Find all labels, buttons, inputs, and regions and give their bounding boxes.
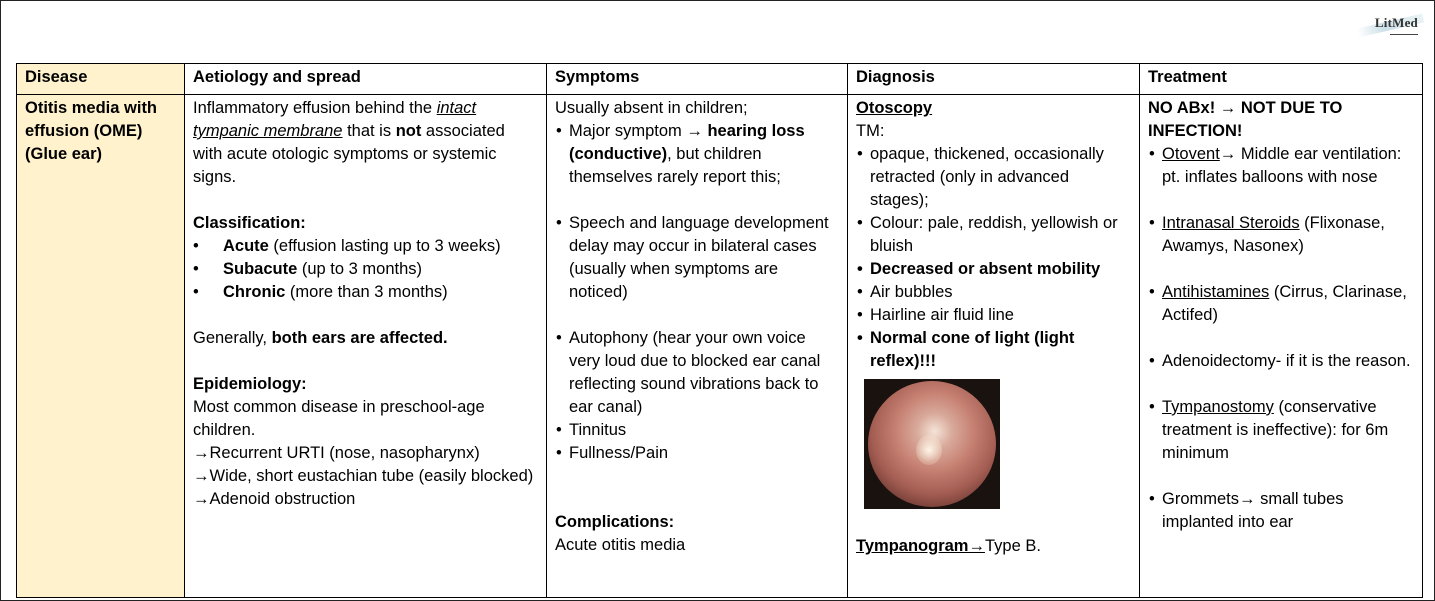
otoscopy-title: Otoscopy xyxy=(856,99,933,117)
classification-desc: (more than 3 months) xyxy=(285,283,448,301)
treatment-item xyxy=(1162,143,1414,189)
treatment-item: • Grommets→ small tubes implanted into ear xyxy=(1162,488,1414,534)
generally-bold: both ears are affected. xyxy=(271,329,448,347)
treatment-list-6 xyxy=(1148,488,1414,534)
symptoms-list-1 xyxy=(555,120,839,189)
complications-text: Acute otitis media xyxy=(555,536,686,554)
treatment-heading: NO ABx! → NOT DUE TO INFECTION! xyxy=(1148,99,1343,140)
treatment-desc: → Middle ear ventilation: pt. inflates balloons with nose xyxy=(1162,145,1402,186)
symptom-text: Major symptom → xyxy=(569,122,708,140)
treatment-item xyxy=(1162,396,1414,465)
complications-title: Complications: xyxy=(555,513,675,531)
epidemiology-text: Most common disease in preschool-age children. xyxy=(193,398,485,439)
treatment-term: Antihistamines xyxy=(1162,283,1270,301)
intro-text-1: Inflammatory effusion behind the xyxy=(193,99,437,117)
cause-item: →Adenoid obstruction xyxy=(193,490,356,508)
treatment-list-1 xyxy=(1148,143,1414,189)
treatment-list-5 xyxy=(1148,396,1414,465)
logo-underline xyxy=(1390,34,1418,35)
treatment-term: Intranasal Steroids xyxy=(1162,214,1300,232)
symptoms-intro: Usually absent in children; xyxy=(555,99,748,117)
treatment-item: • Adenoidectomy- if it is the reason. xyxy=(1162,350,1414,373)
intro-text-3: associated with acute otologic symptoms or systemic signs. xyxy=(193,122,505,186)
diagnosis-item: • Colour: pale, reddish, yellowish or bluish xyxy=(870,212,1131,258)
treatment-term: Otovent xyxy=(1162,145,1220,163)
tympanogram-label: Tympanogram→ xyxy=(856,537,985,555)
symptom-text: , but children themselves rarely report this; xyxy=(569,145,781,186)
intro-not: not xyxy=(395,122,422,140)
treatment-list-2 xyxy=(1148,212,1414,258)
ome-table xyxy=(16,63,1423,598)
logo-text: LitMed xyxy=(1374,15,1418,30)
epidemiology-title: Epidemiology: xyxy=(193,375,307,393)
header-aetiology: Aetiology and spread xyxy=(185,64,547,95)
treatment-desc: (Flixonase, Awamys, Nasonex) xyxy=(1162,214,1385,255)
diagnosis-item: • Hairline air fluid line xyxy=(870,304,1131,327)
header-row xyxy=(17,64,1423,95)
classification-item xyxy=(223,235,538,258)
symptom-item: • Speech and language development delay may occur in bilateral cases (usually when symptoms are noticed) xyxy=(569,212,839,304)
treatment-list-3 xyxy=(1148,281,1414,327)
classification-desc: (effusion lasting up to 3 weeks) xyxy=(268,237,501,255)
classification-term: Chronic xyxy=(223,283,286,301)
intro-text-2: that is xyxy=(342,122,396,140)
symptom-item: • Autophony (hear your own voice very loud due to blocked ear canal reflecting sound vibrations back to ear canal) xyxy=(569,327,839,419)
diagnosis-item: • opaque, thickened, occasionally retracted (only in advanced stages); xyxy=(870,143,1131,212)
diagnosis-item: • Normal cone of light (light reflex)!!! xyxy=(870,327,1131,373)
litmed-logo xyxy=(1375,11,1418,35)
aetiology-intro xyxy=(193,97,538,189)
disease-name: Otitis media with effusion (OME) (Glue ear) xyxy=(25,99,158,163)
classification-term: Acute xyxy=(223,237,269,255)
classification-desc: (up to 3 months) xyxy=(297,260,423,278)
symptoms-list-3 xyxy=(555,327,839,465)
classification-item xyxy=(223,281,538,304)
classification-title: Classification: xyxy=(193,214,306,232)
treatment-desc: (Cirrus, Clarinase, Actifed) xyxy=(1162,283,1407,324)
symptoms-cell xyxy=(547,95,848,598)
intro-emphasis: intact tympanic membrane xyxy=(193,99,477,140)
tympanogram-line xyxy=(856,535,1131,558)
generally-line xyxy=(193,327,538,350)
disease-cell xyxy=(17,95,185,598)
generally-text: Generally, xyxy=(193,329,272,347)
header-diagnosis: Diagnosis xyxy=(848,64,1140,95)
classification-item xyxy=(223,258,538,281)
tympanogram-value: Type B. xyxy=(984,537,1041,555)
diagnosis-cell xyxy=(848,95,1140,598)
symptom-item: • Tinnitus xyxy=(569,419,839,442)
cause-item: →Recurrent URTI (nose, nasopharynx) xyxy=(193,444,480,462)
ome-row xyxy=(17,95,1423,598)
treatment-item xyxy=(1162,281,1414,327)
treatment-cell xyxy=(1140,95,1423,598)
header-symptoms: Symptoms xyxy=(547,64,848,95)
diagnosis-item: • Air bubbles xyxy=(870,281,1131,304)
symptom-bold: hearing loss (conductive) xyxy=(569,122,805,163)
cause-item: →Wide, short eustachian tube (easily blocked) xyxy=(193,467,534,485)
symptoms-list-2 xyxy=(555,212,839,304)
treatment-list-4 xyxy=(1148,350,1414,373)
treatment-item xyxy=(1162,212,1414,258)
aetiology-cell xyxy=(185,95,547,598)
treatment-desc: (conservative treatment is ineffective): for 6m minimum xyxy=(1162,398,1389,462)
symptom-item: • Fullness/Pain xyxy=(569,442,839,465)
header-treatment: Treatment xyxy=(1140,64,1423,95)
header-disease: Disease xyxy=(17,64,185,95)
treatment-term: Tympanostomy xyxy=(1162,398,1274,416)
otoscopy-image xyxy=(864,379,1000,509)
classification-list xyxy=(193,235,538,304)
classification-term: Subacute xyxy=(223,260,298,278)
diagnosis-item: • Decreased or absent mobility xyxy=(870,258,1131,281)
diagnosis-list xyxy=(856,143,1131,373)
symptom-item xyxy=(569,120,839,189)
tm-label: TM: xyxy=(856,122,885,140)
